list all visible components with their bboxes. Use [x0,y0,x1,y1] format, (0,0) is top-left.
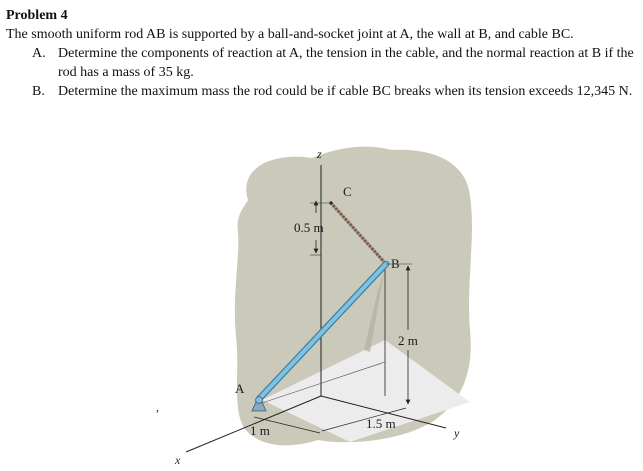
x-axis-label: x [175,453,181,467]
z-axis-label: z [317,147,322,161]
point-c-label: C [343,184,352,199]
dim-offset-c-label: 0.5 m [294,220,324,235]
stray-mark: , [156,400,159,414]
dim-along-x-label: 1 m [250,423,270,438]
dim-along-y-label: 1.5 m [366,416,396,431]
part-letter: A. [32,46,46,61]
problem-title: Problem 4 [6,8,68,23]
problem-intro: The smooth uniform rod AB is supported by a ball-and-socket joint at A, the wall at B, and cable BC. [6,27,574,42]
point-a-label: A [235,381,245,396]
dim-height-b-label: 2 m [398,333,418,348]
y-axis-label: y [454,426,460,440]
part-text: Determine the components of reaction at A, the tension in the cable, and the normal reaction at B if the rod has a mass of 35 kg. [58,46,634,80]
ball-joint-a [256,397,263,404]
part-text: Determine the maximum mass the rod could be if cable BC breaks when its tension exceeds 12,345 N. [58,84,633,99]
point-b-label: B [391,256,400,271]
part-letter: B. [32,84,45,99]
